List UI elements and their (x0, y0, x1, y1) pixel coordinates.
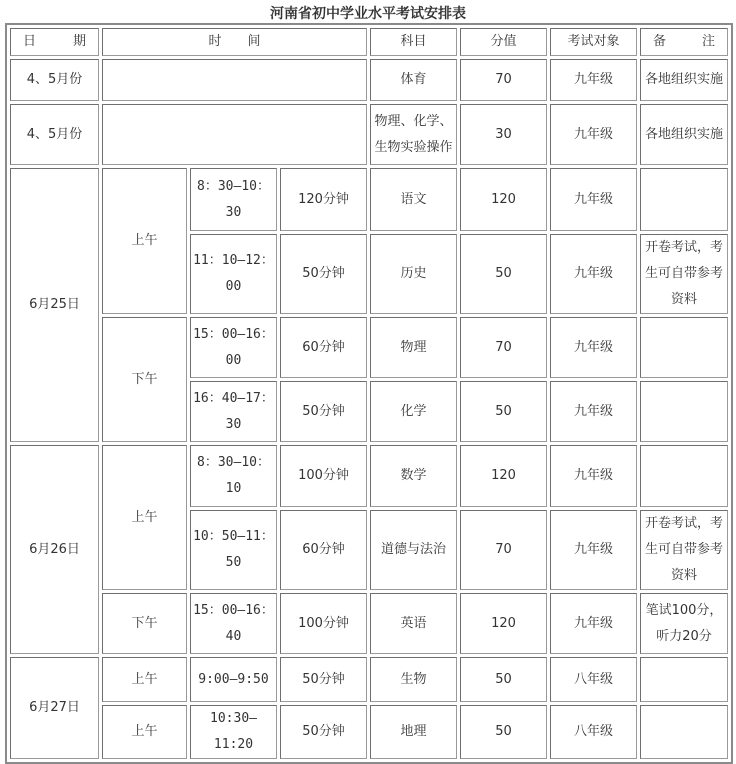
date-cell: 4、5月份 (10, 59, 99, 101)
duration-cell: 50分钟 (280, 705, 367, 759)
date-cell: 4、5月份 (10, 104, 99, 165)
period-cell: 上午 (102, 168, 187, 314)
table-row (10, 317, 728, 378)
target-cell: 九年级 (550, 168, 637, 231)
duration-cell: 100分钟 (280, 445, 367, 507)
time-cell: 10:30—11:20 (190, 705, 277, 759)
score-cell: 120 (460, 168, 547, 231)
time-cell (102, 104, 367, 165)
header-note: 备 注 (640, 28, 728, 56)
note-cell: 各地组织实施 (640, 104, 728, 165)
target-cell: 八年级 (550, 705, 637, 759)
note-cell (640, 381, 728, 442)
subject-cell: 数学 (370, 445, 457, 507)
subject-cell: 体育 (370, 59, 457, 101)
table-row (10, 59, 728, 101)
page-title: 河南省初中学业水平考试安排表 (270, 6, 466, 22)
subject-cell: 地理 (370, 705, 457, 759)
header-time: 时 间 (102, 28, 367, 56)
target-cell: 八年级 (550, 657, 637, 702)
duration-cell: 100分钟 (280, 593, 367, 654)
note-cell (640, 317, 728, 378)
time-cell: 8：30—10：10 (190, 445, 277, 507)
duration-cell: 120分钟 (280, 168, 367, 231)
duration-cell: 60分钟 (280, 510, 367, 590)
table-row (10, 445, 728, 507)
time-cell: 15：00—16：40 (190, 593, 277, 654)
time-cell (102, 59, 367, 101)
note-cell: 笔试100分，听力20分 (640, 593, 728, 654)
score-cell: 50 (460, 657, 547, 702)
period-cell: 下午 (102, 317, 187, 442)
subject-cell: 物理、化学、生物实验操作 (370, 104, 457, 165)
note-cell: 开卷考试，考生可自带参考资料 (640, 234, 728, 314)
subject-cell: 生物 (370, 657, 457, 702)
table-row (10, 657, 728, 702)
score-cell: 50 (460, 381, 547, 442)
period-cell: 上午 (102, 445, 187, 590)
target-cell: 九年级 (550, 104, 637, 165)
target-cell: 九年级 (550, 445, 637, 507)
time-cell: 15：00—16：00 (190, 317, 277, 378)
target-cell: 九年级 (550, 234, 637, 314)
table-row (10, 104, 728, 165)
time-cell: 8：30—10：30 (190, 168, 277, 231)
subject-cell: 历史 (370, 234, 457, 314)
time-cell: 11：10—12：00 (190, 234, 277, 314)
header-date: 日 期 (10, 28, 99, 56)
note-cell (640, 657, 728, 702)
note-cell (640, 168, 728, 231)
subject-cell: 英语 (370, 593, 457, 654)
duration-cell: 60分钟 (280, 317, 367, 378)
table-row (10, 593, 728, 654)
duration-cell: 50分钟 (280, 381, 367, 442)
time-cell: 9:00—9:50 (190, 657, 277, 702)
period-cell: 上午 (102, 705, 187, 759)
date-cell: 6月26日 (10, 445, 99, 654)
score-cell: 70 (460, 510, 547, 590)
subject-cell: 化学 (370, 381, 457, 442)
score-cell: 30 (460, 104, 547, 165)
table-row (10, 705, 728, 759)
score-cell: 50 (460, 234, 547, 314)
table-row (10, 168, 728, 231)
header-target: 考试对象 (550, 28, 637, 56)
target-cell: 九年级 (550, 59, 637, 101)
note-cell: 开卷考试，考生可自带参考资料 (640, 510, 728, 590)
duration-cell: 50分钟 (280, 657, 367, 702)
header-subject: 科目 (370, 28, 457, 56)
score-cell: 50 (460, 705, 547, 759)
target-cell: 九年级 (550, 510, 637, 590)
target-cell: 九年级 (550, 317, 637, 378)
note-cell (640, 705, 728, 759)
date-cell: 6月27日 (10, 657, 99, 759)
score-cell: 120 (460, 593, 547, 654)
score-cell: 120 (460, 445, 547, 507)
time-cell: 16：40—17：30 (190, 381, 277, 442)
exam-schedule-table (5, 23, 733, 764)
subject-cell: 道德与法治 (370, 510, 457, 590)
note-cell: 各地组织实施 (640, 59, 728, 101)
subject-cell: 语文 (370, 168, 457, 231)
period-cell: 下午 (102, 593, 187, 654)
note-cell (640, 445, 728, 507)
score-cell: 70 (460, 317, 547, 378)
period-cell: 上午 (102, 657, 187, 702)
header-score: 分值 (460, 28, 547, 56)
target-cell: 九年级 (550, 593, 637, 654)
score-cell: 70 (460, 59, 547, 101)
header-row (10, 28, 728, 56)
time-cell: 10：50—11：50 (190, 510, 277, 590)
target-cell: 九年级 (550, 381, 637, 442)
duration-cell: 50分钟 (280, 234, 367, 314)
date-cell: 6月25日 (10, 168, 99, 442)
subject-cell: 物理 (370, 317, 457, 378)
